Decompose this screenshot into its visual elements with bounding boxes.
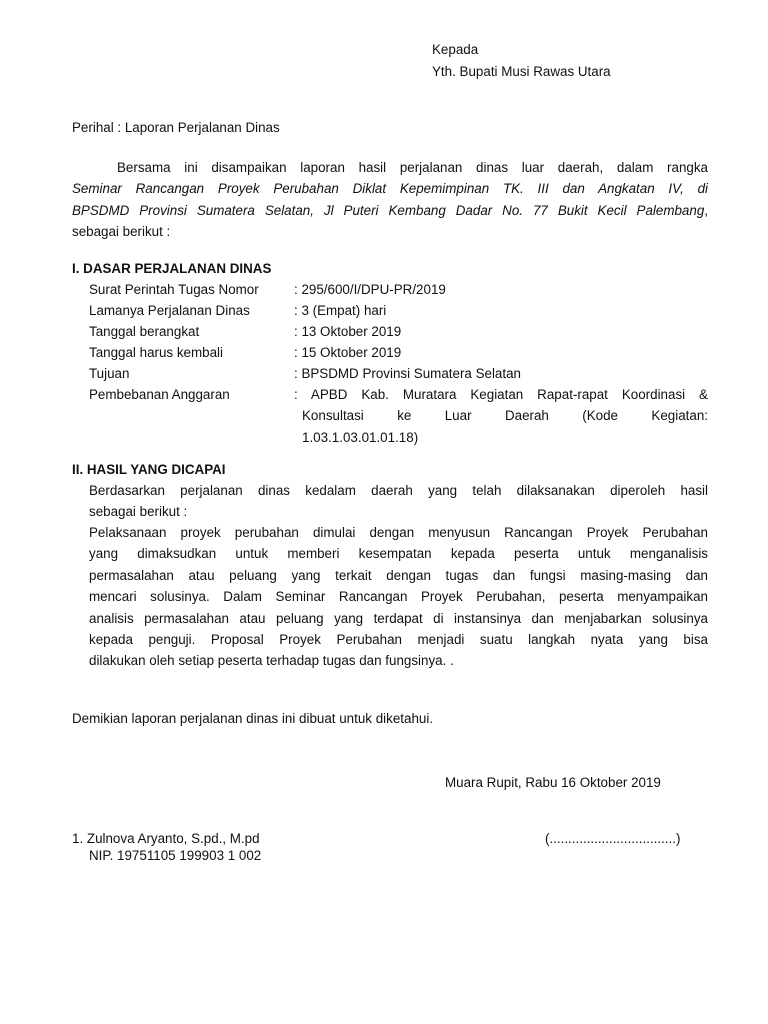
result-paragraph-2 (89, 522, 708, 672)
detail-label: Tujuan (89, 366, 130, 381)
detail-label: Lamanya Perjalanan Dinas (89, 303, 250, 318)
section-2-heading: II. HASIL YANG DICAPAI (72, 462, 226, 477)
detail-value: : 13 Oktober 2019 (294, 324, 402, 339)
intro-venue-comma: , (704, 202, 708, 218)
intro-line-1: Bersama ini disampaikan laporan hasil perjalanan dinas luar daerah, dalam rangka (117, 160, 708, 175)
detail-value: : 295/600/I/DPU-PR/2019 (294, 282, 446, 297)
result-line: kepada penguji. Proposal Proyek Perubahan menjadi suatu langkah nyata yang bisa (89, 632, 708, 648)
place-date: Muara Rupit, Rabu 16 Oktober 2019 (445, 775, 661, 790)
budget-line-3: 1.03.1.03.01.01.18) (302, 429, 419, 445)
detail-label: Surat Perintah Tugas Nomor (89, 282, 259, 297)
intro-line-3 (72, 200, 708, 221)
intro-venue: BPSDMD Provinsi Sumatera Selatan, Jl Puteri Kembang Dadar No. 77 Bukit Kecil Palembang (72, 202, 705, 218)
result-line: analisis permasalahan atau peluang yang terdapat di instansinya dan menjabarkan solusinya (89, 610, 708, 626)
intro-line-4: sebagai berikut : (72, 223, 171, 239)
detail-value: : BPSDMD Provinsi Sumatera Selatan (294, 366, 521, 381)
budget-value (294, 384, 708, 448)
signatory-nip: NIP. 19751105 199903 1 002 (89, 848, 262, 863)
result-line: yang dimaksudkan untuk memberi kesempatan kepada peserta untuk menganalisis (89, 546, 708, 562)
result-paragraph-1 (89, 480, 708, 522)
letter-subject: Perihal : Laporan Perjalanan Dinas (72, 120, 280, 135)
intro-paragraph (72, 157, 708, 242)
result-line: Pelaksanaan proyek perubahan dimulai dengan menyusun Rancangan Proyek Perubahan (89, 525, 708, 540)
budget-label: Pembebanan Anggaran (89, 387, 230, 402)
recipient-label: Kepada (432, 42, 479, 57)
result-line: mencari solusinya. Dalam Seminar Rancangan Proyek Perubahan, peserta menyampaikan (89, 589, 708, 605)
result-line: dilakukan oleh setiap peserta terhadap tugas dan fungsinya. . (89, 653, 454, 669)
result-line: sebagai berikut : (89, 504, 188, 519)
signature-blank: (..................................) (545, 831, 681, 846)
detail-value: : 3 (Empat) hari (294, 303, 387, 318)
detail-label: Tanggal harus kembali (89, 345, 223, 360)
closing-statement: Demikian laporan perjalanan dinas ini dibuat untuk diketahui. (72, 711, 434, 726)
detail-label: Tanggal berangkat (89, 324, 200, 339)
section-1-heading: I. DASAR PERJALANAN DINAS (72, 261, 272, 276)
budget-line-2: Konsultasi ke Luar Daerah (Kode Kegiatan: (302, 408, 708, 424)
result-line: Berdasarkan perjalanan dinas kedalam daerah yang telah dilaksanakan diperoleh hasil (89, 483, 708, 498)
detail-value: : 15 Oktober 2019 (294, 345, 402, 360)
signatory-name: 1. Zulnova Aryanto, S.pd., M.pd (72, 831, 260, 846)
result-line: permasalahan atau peluang yang terkait dengan tugas dan fungsi masing-masing dan (89, 567, 708, 583)
intro-line-2: Seminar Rancangan Proyek Perubahan Diklat Kepemimpinan TK. III dan Angkatan IV, di (72, 181, 708, 197)
recipient-addressee: Yth. Bupati Musi Rawas Utara (432, 64, 611, 79)
budget-line-1: : APBD Kab. Muratara Kegiatan Rapat-rapat Koordinasi & (294, 387, 708, 402)
